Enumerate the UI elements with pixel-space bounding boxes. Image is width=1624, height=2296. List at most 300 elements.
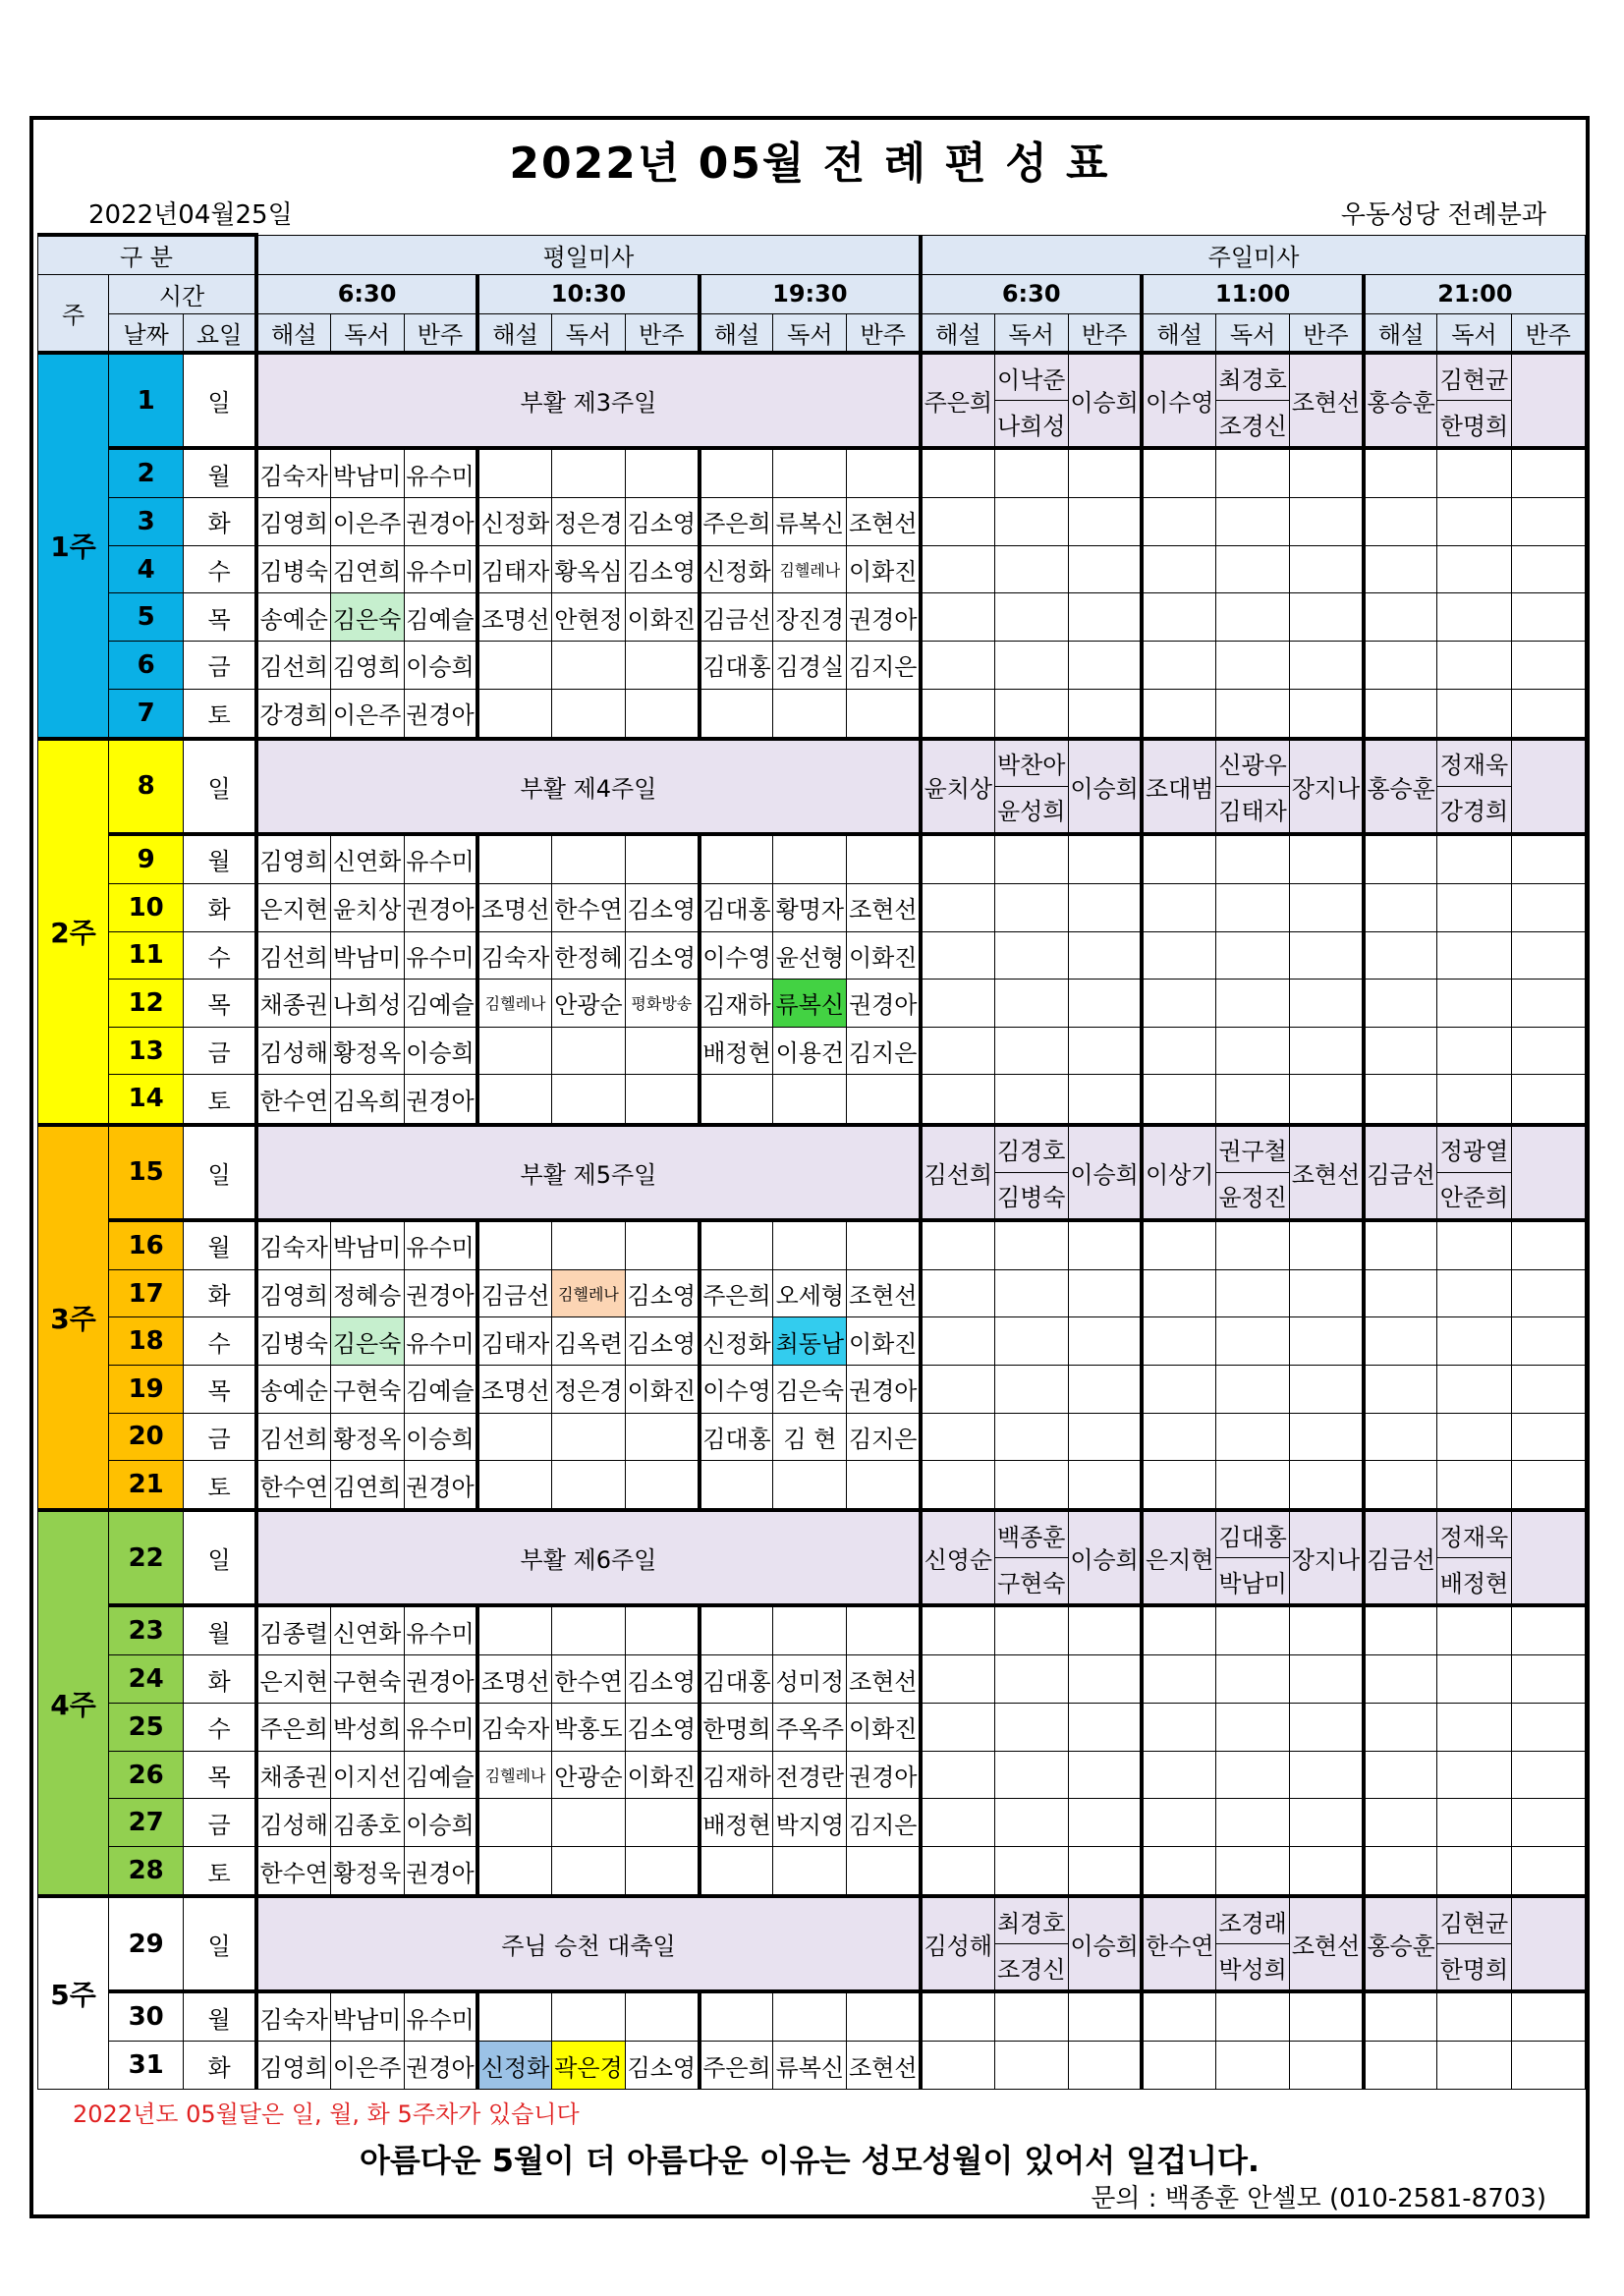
- assignment-cell: [551, 1220, 625, 1270]
- assignment-cell: [477, 642, 551, 690]
- sunday-reader: 박성희: [1216, 1944, 1290, 1992]
- sunday-reader: 김병숙: [994, 1172, 1068, 1220]
- contact-info: 문의 : 백종훈 안셀모 (010-2581-8703): [1091, 2184, 1546, 2213]
- assignment-cell: 권경아: [404, 2042, 477, 2090]
- sunday-organist: [1511, 353, 1585, 448]
- assignment-cell: [477, 1027, 551, 1075]
- empty-cell: [1437, 931, 1511, 980]
- assignment-cell: 조현선: [847, 1269, 921, 1317]
- date-cell: 1: [109, 353, 184, 448]
- assignment-cell: 곽은경: [551, 2042, 625, 2090]
- sunday-reader: 나희성: [994, 401, 1068, 449]
- empty-cell: [1216, 498, 1290, 546]
- empty-cell: [1437, 593, 1511, 642]
- issue-date: 2022년04월25일: [88, 200, 293, 230]
- dow-cell: 월: [184, 1605, 256, 1655]
- empty-cell: [1290, 1991, 1364, 2042]
- assignment-cell: 장진경: [773, 593, 847, 642]
- empty-cell: [921, 1317, 994, 1366]
- empty-cell: [1364, 1751, 1437, 1799]
- feast-cell: 부활 제5주일: [256, 1125, 921, 1220]
- empty-cell: [994, 1220, 1068, 1270]
- assignment-cell: [551, 834, 625, 884]
- sunday-reader: 강경희: [1437, 786, 1511, 834]
- assignment-cell: 윤치상: [330, 883, 404, 931]
- assignment-cell: [477, 1413, 551, 1461]
- empty-cell: [1142, 1413, 1215, 1461]
- assignment-cell: 김 현: [773, 1413, 847, 1461]
- empty-cell: [1437, 980, 1511, 1028]
- assignment-cell: [700, 1605, 773, 1655]
- empty-cell: [994, 1704, 1068, 1752]
- date-cell: 16: [109, 1220, 184, 1270]
- sunday-reader: 윤성희: [994, 786, 1068, 834]
- empty-cell: [994, 1991, 1068, 2042]
- assignment-cell: [626, 1413, 700, 1461]
- assignment-cell: 조현선: [847, 498, 921, 546]
- dow-cell: 일: [184, 739, 256, 834]
- empty-cell: [1068, 1461, 1142, 1511]
- empty-cell: [1216, 2042, 1290, 2090]
- assignment-cell: [551, 1846, 625, 1896]
- date-cell: 6: [109, 642, 184, 690]
- assignment-cell: 김대홍: [700, 1655, 773, 1704]
- sunday-commentator: 김성해: [921, 1896, 994, 1991]
- organization-name: 우동성당 전례분과: [1340, 200, 1546, 230]
- empty-cell: [1216, 1317, 1290, 1366]
- empty-cell: [1142, 1220, 1215, 1270]
- dow-cell: 금: [184, 1027, 256, 1075]
- sunday-reader: 윤정진: [1216, 1172, 1290, 1220]
- empty-cell: [1511, 1269, 1585, 1317]
- empty-cell: [1216, 883, 1290, 931]
- assignment-cell: 김영희: [256, 498, 330, 546]
- empty-cell: [1216, 1751, 1290, 1799]
- empty-cell: [1364, 980, 1437, 1028]
- empty-cell: [1142, 883, 1215, 931]
- assignment-cell: 은지현: [256, 883, 330, 931]
- empty-cell: [1068, 689, 1142, 739]
- sunday-organist: 조현선: [1290, 1896, 1364, 1991]
- empty-cell: [1437, 498, 1511, 546]
- assignment-cell: [700, 448, 773, 498]
- empty-cell: [1437, 883, 1511, 931]
- empty-cell: [1142, 448, 1215, 498]
- assignment-cell: [847, 1220, 921, 1270]
- date-cell: 8: [109, 739, 184, 834]
- empty-cell: [921, 1413, 994, 1461]
- assignment-cell: 김성해: [256, 1799, 330, 1847]
- assignment-cell: 권경아: [404, 1269, 477, 1317]
- date-cell: 13: [109, 1027, 184, 1075]
- assignment-cell: [551, 689, 625, 739]
- date-cell: 12: [109, 980, 184, 1028]
- assignment-cell: 전경란: [773, 1751, 847, 1799]
- assignment-cell: 이화진: [847, 545, 921, 593]
- sunday-reader: 김현균: [1437, 1896, 1511, 1944]
- assignment-cell: 조현선: [847, 883, 921, 931]
- empty-cell: [1437, 1704, 1511, 1752]
- empty-cell: [1142, 545, 1215, 593]
- assignment-cell: [551, 1991, 625, 2042]
- assignment-cell: 김지은: [847, 1027, 921, 1075]
- sunday-reader: 조경신: [994, 1944, 1068, 1992]
- empty-cell: [1364, 545, 1437, 593]
- assignment-cell: 권경아: [404, 1075, 477, 1125]
- empty-cell: [1142, 1704, 1215, 1752]
- assignment-cell: 김숙자: [477, 931, 551, 980]
- dow-cell: 수: [184, 1704, 256, 1752]
- assignment-cell: 황명자: [773, 883, 847, 931]
- assignment-cell: [551, 642, 625, 690]
- sunday-reader: 김경호: [994, 1125, 1068, 1173]
- assignment-cell: 강경희: [256, 689, 330, 739]
- assignment-cell: 김영희: [256, 834, 330, 884]
- empty-cell: [994, 1027, 1068, 1075]
- empty-cell: [994, 1365, 1068, 1413]
- assignment-cell: [626, 834, 700, 884]
- assignment-cell: 배정현: [700, 1799, 773, 1847]
- empty-cell: [994, 834, 1068, 884]
- empty-cell: [1511, 1027, 1585, 1075]
- sunday-reader: 조경래: [1216, 1896, 1290, 1944]
- assignment-cell: [700, 834, 773, 884]
- empty-cell: [921, 593, 994, 642]
- empty-cell: [921, 1991, 994, 2042]
- assignment-cell: [773, 448, 847, 498]
- empty-cell: [1142, 689, 1215, 739]
- assignment-cell: 배정현: [700, 1027, 773, 1075]
- week-label: 2주: [38, 739, 109, 1125]
- empty-cell: [1290, 1751, 1364, 1799]
- assignment-cell: 김소영: [626, 1655, 700, 1704]
- assignment-cell: 김예슬: [404, 593, 477, 642]
- assignment-cell: [626, 1991, 700, 2042]
- dow-cell: 금: [184, 1799, 256, 1847]
- assignment-cell: 유수미: [404, 1704, 477, 1752]
- assignment-cell: 오세형: [773, 1269, 847, 1317]
- week-label: 4주: [38, 1510, 109, 1896]
- dow-cell: 월: [184, 1220, 256, 1270]
- sunday-reader: 배정현: [1437, 1558, 1511, 1606]
- assignment-cell: [773, 689, 847, 739]
- assignment-cell: 김옥련: [551, 1317, 625, 1366]
- date-cell: 7: [109, 689, 184, 739]
- assignment-cell: [847, 1991, 921, 2042]
- assignment-cell: 김헬레나: [477, 980, 551, 1028]
- assignment-cell: 조명선: [477, 1365, 551, 1413]
- schedule-frame: [29, 116, 1590, 2218]
- empty-cell: [1511, 1220, 1585, 1270]
- assignment-cell: 주은희: [700, 498, 773, 546]
- month-message: 아름다운 5월이 더 아름다운 이유는 성모성월이 있어서 일겁니다.: [359, 2142, 1260, 2179]
- empty-cell: [1068, 1605, 1142, 1655]
- sunday-commentator: 홍승훈: [1364, 739, 1437, 834]
- assignment-cell: [626, 1846, 700, 1896]
- sunday-organist: 이승희: [1068, 739, 1142, 834]
- empty-cell: [1290, 2042, 1364, 2090]
- empty-cell: [1216, 1655, 1290, 1704]
- assignment-cell: [477, 1846, 551, 1896]
- assignment-cell: 김은숙: [330, 1317, 404, 1366]
- assignment-cell: 유수미: [404, 834, 477, 884]
- empty-cell: [1290, 545, 1364, 593]
- sunday-organist: 장지나: [1290, 1510, 1364, 1605]
- dow-cell: 목: [184, 593, 256, 642]
- empty-cell: [921, 1655, 994, 1704]
- assignment-cell: 류복신: [773, 2042, 847, 2090]
- assignment-cell: 주옥주: [773, 1704, 847, 1752]
- empty-cell: [1290, 1704, 1364, 1752]
- empty-cell: [1290, 1605, 1364, 1655]
- assignment-cell: [551, 1027, 625, 1075]
- assignment-cell: [700, 1220, 773, 1270]
- dow-cell: 일: [184, 1125, 256, 1220]
- empty-cell: [1290, 1846, 1364, 1896]
- assignment-cell: 김대홍: [700, 883, 773, 931]
- empty-cell: [1364, 1027, 1437, 1075]
- assignment-cell: 조현선: [847, 2042, 921, 2090]
- assignment-cell: [773, 1075, 847, 1125]
- empty-cell: [1216, 1075, 1290, 1125]
- empty-cell: [994, 689, 1068, 739]
- assignment-cell: 이화진: [847, 931, 921, 980]
- empty-cell: [1142, 1751, 1215, 1799]
- empty-cell: [1142, 2042, 1215, 2090]
- assignment-cell: 김헬레나: [477, 1751, 551, 1799]
- empty-cell: [921, 498, 994, 546]
- assignment-cell: 이용건: [773, 1027, 847, 1075]
- empty-cell: [1364, 1075, 1437, 1125]
- empty-cell: [994, 1413, 1068, 1461]
- empty-cell: [1290, 834, 1364, 884]
- empty-cell: [1364, 1461, 1437, 1511]
- empty-cell: [921, 1269, 994, 1317]
- feast-cell: 부활 제3주일: [256, 353, 921, 448]
- empty-cell: [1290, 883, 1364, 931]
- assignment-cell: [847, 448, 921, 498]
- empty-cell: [1216, 448, 1290, 498]
- empty-cell: [1511, 834, 1585, 884]
- empty-cell: [1437, 1461, 1511, 1511]
- assignment-cell: 김숙자: [256, 448, 330, 498]
- assignment-cell: [551, 448, 625, 498]
- sunday-organist: 이승희: [1068, 1510, 1142, 1605]
- empty-cell: [1364, 883, 1437, 931]
- header-role: 독서: [330, 313, 404, 353]
- assignment-cell: 김숙자: [477, 1704, 551, 1752]
- empty-cell: [1511, 1991, 1585, 2042]
- week-label: 3주: [38, 1125, 109, 1511]
- sunday-commentator: 이수영: [1142, 353, 1215, 448]
- empty-cell: [1364, 1269, 1437, 1317]
- empty-cell: [1437, 1751, 1511, 1799]
- empty-cell: [1068, 1799, 1142, 1847]
- assignment-cell: 김소영: [626, 883, 700, 931]
- empty-cell: [1068, 1413, 1142, 1461]
- assignment-cell: 김성해: [256, 1027, 330, 1075]
- assignment-cell: 이수영: [700, 1365, 773, 1413]
- empty-cell: [1290, 1269, 1364, 1317]
- dow-cell: 일: [184, 1896, 256, 1991]
- sunday-organist: 조현선: [1290, 353, 1364, 448]
- dow-cell: 목: [184, 1751, 256, 1799]
- empty-cell: [1290, 1075, 1364, 1125]
- date-cell: 25: [109, 1704, 184, 1752]
- assignment-cell: 김은숙: [330, 593, 404, 642]
- assignment-cell: 구현숙: [330, 1655, 404, 1704]
- empty-cell: [1142, 1365, 1215, 1413]
- assignment-cell: 이화진: [847, 1704, 921, 1752]
- empty-cell: [1437, 1655, 1511, 1704]
- header-week: 주: [38, 274, 109, 353]
- assignment-cell: 황정욱: [330, 1846, 404, 1896]
- assignment-cell: 신정화: [700, 1317, 773, 1366]
- assignment-cell: 권경아: [847, 1365, 921, 1413]
- empty-cell: [1290, 1027, 1364, 1075]
- assignment-cell: 김숙자: [256, 1991, 330, 2042]
- date-cell: 22: [109, 1510, 184, 1605]
- dow-cell: 월: [184, 1991, 256, 2042]
- week-label: 5주: [38, 1896, 109, 2089]
- assignment-cell: 김경실: [773, 642, 847, 690]
- assignment-cell: 이화진: [626, 1751, 700, 1799]
- dow-cell: 목: [184, 1365, 256, 1413]
- empty-cell: [1216, 980, 1290, 1028]
- assignment-cell: [551, 1799, 625, 1847]
- date-cell: 29: [109, 1896, 184, 1991]
- empty-cell: [1511, 980, 1585, 1028]
- week-label: 1주: [38, 353, 109, 739]
- header-role: 반주: [1511, 313, 1585, 353]
- empty-cell: [1068, 834, 1142, 884]
- empty-cell: [921, 1220, 994, 1270]
- date-cell: 20: [109, 1413, 184, 1461]
- assignment-cell: 신정화: [477, 2042, 551, 2090]
- header-time-slot: 10:30: [477, 274, 699, 313]
- assignment-cell: 김재하: [700, 980, 773, 1028]
- empty-cell: [1216, 1365, 1290, 1413]
- sunday-commentator: 김선희: [921, 1125, 994, 1220]
- assignment-cell: [847, 1075, 921, 1125]
- header-time-slot: 6:30: [256, 274, 477, 313]
- empty-cell: [1437, 1605, 1511, 1655]
- dow-cell: 토: [184, 689, 256, 739]
- assignment-cell: 신연화: [330, 1605, 404, 1655]
- assignment-cell: 김소영: [626, 1704, 700, 1752]
- dow-cell: 일: [184, 1510, 256, 1605]
- assignment-cell: [477, 1991, 551, 2042]
- sunday-organist: [1511, 739, 1585, 834]
- empty-cell: [994, 1655, 1068, 1704]
- empty-cell: [1511, 2042, 1585, 2090]
- assignment-cell: 송예순: [256, 1365, 330, 1413]
- assignment-cell: [700, 1461, 773, 1511]
- empty-cell: [921, 448, 994, 498]
- date-cell: 5: [109, 593, 184, 642]
- dow-cell: 월: [184, 448, 256, 498]
- date-cell: 14: [109, 1075, 184, 1125]
- date-cell: 2: [109, 448, 184, 498]
- assignment-cell: [626, 1799, 700, 1847]
- empty-cell: [1068, 883, 1142, 931]
- sunday-organist: 이승희: [1068, 1125, 1142, 1220]
- assignment-cell: [551, 1605, 625, 1655]
- empty-cell: [1142, 834, 1215, 884]
- assignment-cell: 구현숙: [330, 1365, 404, 1413]
- empty-cell: [994, 883, 1068, 931]
- header-dow: 요일: [184, 313, 256, 353]
- empty-cell: [1142, 642, 1215, 690]
- sunday-commentator: 홍승훈: [1364, 353, 1437, 448]
- assignment-cell: 한수연: [256, 1846, 330, 1896]
- header-role: 독서: [1216, 313, 1290, 353]
- empty-cell: [1364, 1991, 1437, 2042]
- assignment-cell: 신정화: [477, 498, 551, 546]
- empty-cell: [1364, 689, 1437, 739]
- assignment-cell: [773, 1991, 847, 2042]
- empty-cell: [994, 498, 1068, 546]
- assignment-cell: 이화진: [847, 1317, 921, 1366]
- assignment-cell: 김헬레나: [551, 1269, 625, 1317]
- date-cell: 30: [109, 1991, 184, 2042]
- assignment-cell: 박홍도: [551, 1704, 625, 1752]
- assignment-cell: 성미정: [773, 1655, 847, 1704]
- empty-cell: [1364, 1317, 1437, 1366]
- assignment-cell: 김재하: [700, 1751, 773, 1799]
- assignment-cell: 김소영: [626, 545, 700, 593]
- assignment-cell: 김지은: [847, 1799, 921, 1847]
- assignment-cell: 이승희: [404, 1799, 477, 1847]
- sunday-reader: 정재욱: [1437, 1510, 1511, 1558]
- empty-cell: [1142, 1991, 1215, 2042]
- assignment-cell: 유수미: [404, 1220, 477, 1270]
- assignment-cell: 박남미: [330, 1220, 404, 1270]
- sunday-organist: [1511, 1510, 1585, 1605]
- empty-cell: [1216, 593, 1290, 642]
- sunday-reader: 안준희: [1437, 1172, 1511, 1220]
- date-cell: 15: [109, 1125, 184, 1220]
- assignment-cell: 김연희: [330, 1461, 404, 1511]
- assignment-cell: 채종권: [256, 980, 330, 1028]
- assignment-cell: [551, 1413, 625, 1461]
- empty-cell: [1068, 1655, 1142, 1704]
- assignment-cell: 주은희: [256, 1704, 330, 1752]
- assignment-cell: 김헬레나: [773, 545, 847, 593]
- assignment-cell: 주은희: [700, 2042, 773, 2090]
- empty-cell: [1437, 642, 1511, 690]
- empty-cell: [921, 1751, 994, 1799]
- empty-cell: [994, 1605, 1068, 1655]
- empty-cell: [1068, 1846, 1142, 1896]
- assignment-cell: [773, 834, 847, 884]
- assignment-cell: 박지영: [773, 1799, 847, 1847]
- empty-cell: [1142, 498, 1215, 546]
- assignment-cell: 황정옥: [330, 1413, 404, 1461]
- dow-cell: 화: [184, 1269, 256, 1317]
- assignment-cell: 안광순: [551, 1751, 625, 1799]
- sunday-commentator: 이상기: [1142, 1125, 1215, 1220]
- assignment-cell: [477, 689, 551, 739]
- sunday-commentator: 김금선: [1364, 1125, 1437, 1220]
- empty-cell: [921, 1799, 994, 1847]
- empty-cell: [1290, 689, 1364, 739]
- sunday-reader: 신광우: [1216, 739, 1290, 787]
- empty-cell: [1216, 1799, 1290, 1847]
- empty-cell: [1437, 1027, 1511, 1075]
- assignment-cell: [626, 1220, 700, 1270]
- header-role: 해설: [1364, 313, 1437, 353]
